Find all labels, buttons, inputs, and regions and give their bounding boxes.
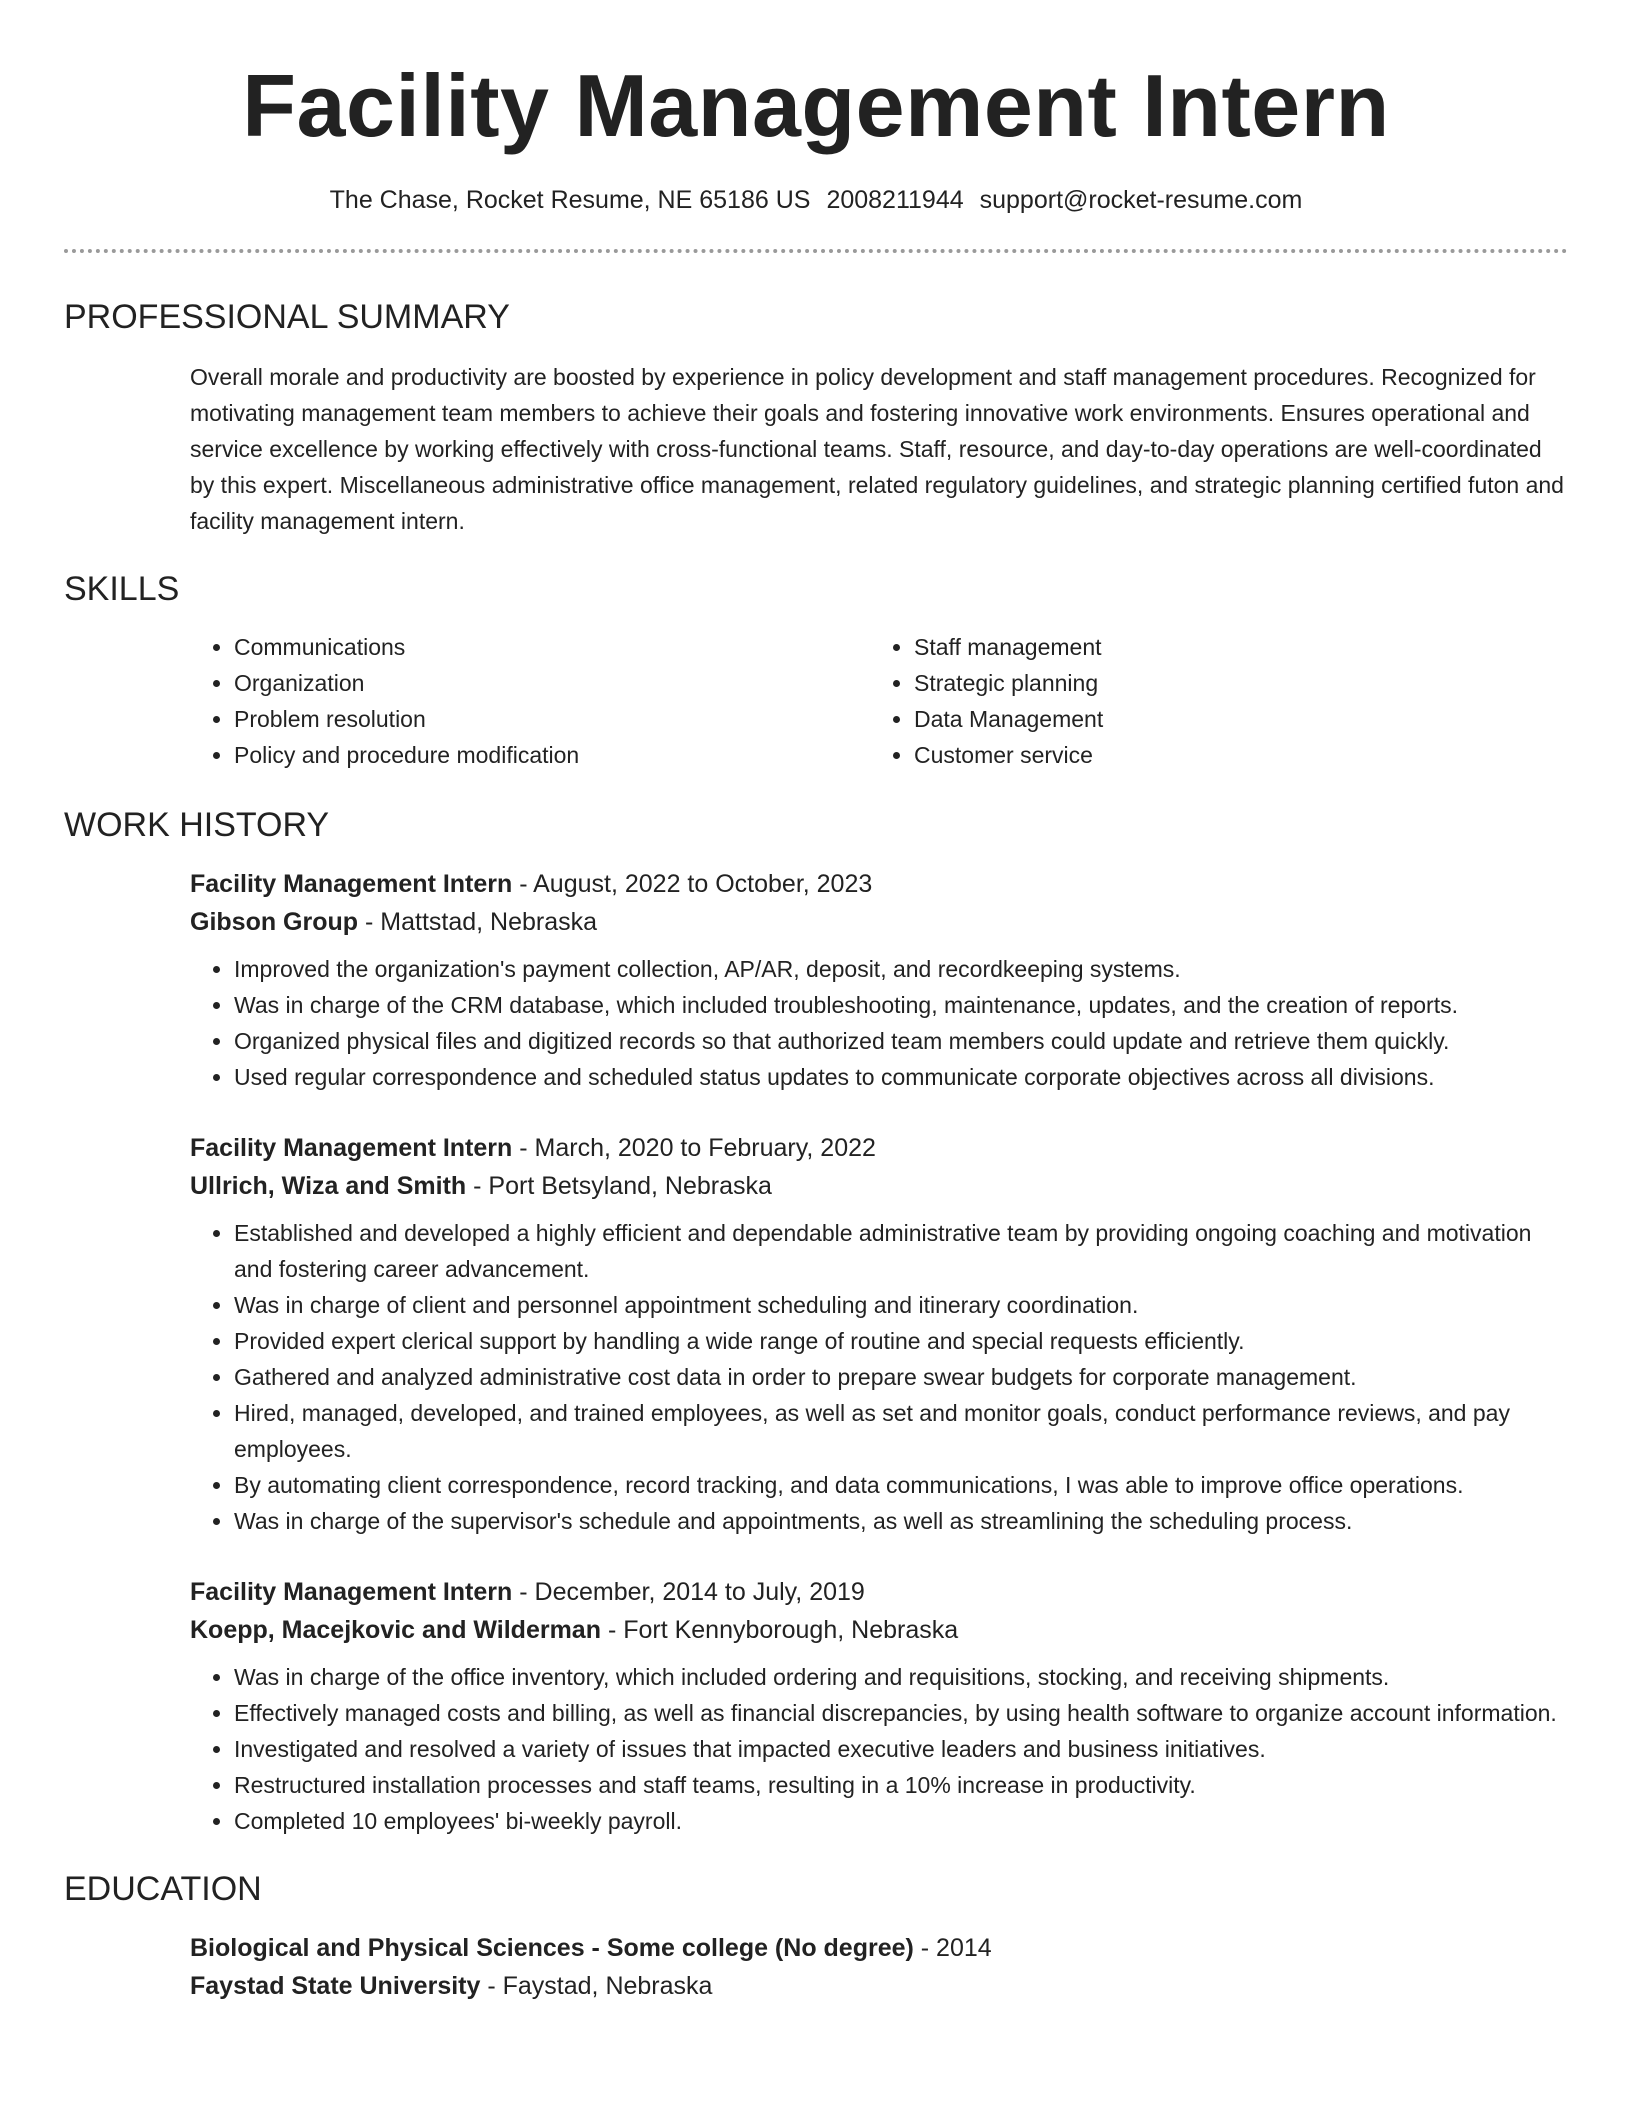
job-bullet: • Used regular correspondence and scheduled status updates to communicate corporate objectives across all divisions. [234,1059,1568,1095]
job-bullet: • Provided expert clerical support by handling a wide range of routine and special requests efficiently. [234,1323,1568,1359]
skill-item: • Organization [234,665,870,701]
job-bullet: • Was in charge of the office inventory, which included ordering and requisitions, stocking, and receiving shipments. [234,1659,1568,1695]
job-bullet: • Organized physical files and digitized records so that authorized team members could update and retrieve them quickly. [234,1023,1568,1059]
skill-item: • Problem resolution [234,701,870,737]
job-bullet: • Was in charge of client and personnel appointment scheduling and itinerary coordination. [234,1287,1568,1323]
contact-address: The Chase, Rocket Resume, NE 65186 US [329,186,811,214]
contact-line [0,184,1632,216]
job-bullet: • Improved the organization's payment collection, AP/AR, deposit, and recordkeeping systems. [234,951,1568,987]
job-bullet: • Restructured installation processes and staff teams, resulting in a 10% increase in productivity. [234,1767,1568,1803]
job-entry [190,1129,1568,1539]
summary-section [64,297,1568,539]
summary-title: PROFESSIONAL SUMMARY [64,298,510,336]
education-title: EDUCATION [64,1870,262,1908]
job-company: Ullrich, Wiza and Smith [190,1172,467,1200]
contact-phone: 2008211944 [826,186,964,214]
summary-text: Overall morale and productivity are boosted by experience in policy development and staff management procedures. Recognized for motivating management team members to achieve their goals and fostering innovative work environments. Ensures operational and service excellence by working effectively with cross-functional teams. Staff, resource, and day-to-day operations are well-coordinated by this expert. Miscellaneous administrative office management, related regulatory guidelines, and strategic planning certified futon and facility management intern. [190,364,1564,534]
job-company: Gibson Group [190,908,359,936]
job-role: Facility Management Intern [190,1578,513,1606]
header-divider [64,249,1568,253]
education-degree-line [190,1929,1568,1967]
job-dates: - December, 2014 to July, 2019 [512,1578,865,1606]
skills-section [64,569,1568,773]
skill-item: • Staff management [914,629,1550,665]
job-bullet: • By automating client correspondence, record tracking, and data communications, I was able to improve office operations. [234,1467,1568,1503]
education-entry [190,1929,1568,2005]
education-location: - Faystad, Nebraska [480,1972,713,2000]
job-bullet: • Completed 10 employees' bi-weekly payroll. [234,1803,1568,1839]
work-history-section [64,805,1568,1839]
skill-item: • Policy and procedure modification [234,737,870,773]
job-bullet: • Was in charge of the supervisor's schedule and appointments, as well as streamlining the scheduling process. [234,1503,1568,1539]
work-history-title: WORK HISTORY [64,806,330,844]
skill-item: • Strategic planning [914,665,1550,701]
job-dates: - March, 2020 to February, 2022 [512,1134,876,1162]
skill-item: • Customer service [914,737,1550,773]
candidate-name: Facility Management Intern [242,56,1390,155]
job-dates: - August, 2022 to October, 2023 [512,870,873,898]
job-title-line [190,1573,1568,1611]
education-school: Faystad State University [190,1972,481,2000]
job-company-line [190,903,1568,941]
job-entry [190,865,1568,1095]
job-bullet: • Effectively managed costs and billing, as well as financial discrepancies, by using health software to organize account information. [234,1695,1568,1731]
job-title-line [190,865,1568,903]
job-bullet: • Hired, managed, developed, and trained employees, as well as set and monitor goals, conduct performance reviews, and pay employees. [234,1395,1568,1467]
skills-column-left [190,629,870,773]
skills-column-right [870,629,1550,773]
education-year: - 2014 [913,1934,992,1962]
skills-title: SKILLS [64,570,180,608]
job-location: - Fort Kennyborough, Nebraska [601,1616,959,1644]
job-company: Koepp, Macejkovic and Wilderman [190,1616,601,1644]
education-degree: Biological and Physical Sciences - Some college (No degree) [190,1934,914,1962]
job-location: - Port Betsyland, Nebraska [466,1172,772,1200]
skills-grid [190,629,1568,773]
resume-header [0,0,1632,216]
job-company-line [190,1167,1568,1205]
job-company-line [190,1611,1568,1649]
job-location: - Mattstad, Nebraska [358,908,598,936]
job-bullet: • Gathered and analyzed administrative cost data in order to prepare swear budgets for corporate management. [234,1359,1568,1395]
education-school-line [190,1967,1568,2005]
job-title-line [190,1129,1568,1167]
education-section [64,1869,1568,2005]
skill-item: • Communications [234,629,870,665]
skill-item: • Data Management [914,701,1550,737]
job-role: Facility Management Intern [190,870,513,898]
job-bullet: • Was in charge of the CRM database, which included troubleshooting, maintenance, updates, and the creation of reports. [234,987,1568,1023]
job-bullet: • Established and developed a highly efficient and dependable administrative team by providing ongoing coaching and motivation and fostering career advancement. [234,1215,1568,1287]
contact-email: support@rocket-resume.com [979,186,1303,214]
job-role: Facility Management Intern [190,1134,513,1162]
job-entry [190,1573,1568,1839]
job-bullet: • Investigated and resolved a variety of issues that impacted executive leaders and business initiatives. [234,1731,1568,1767]
